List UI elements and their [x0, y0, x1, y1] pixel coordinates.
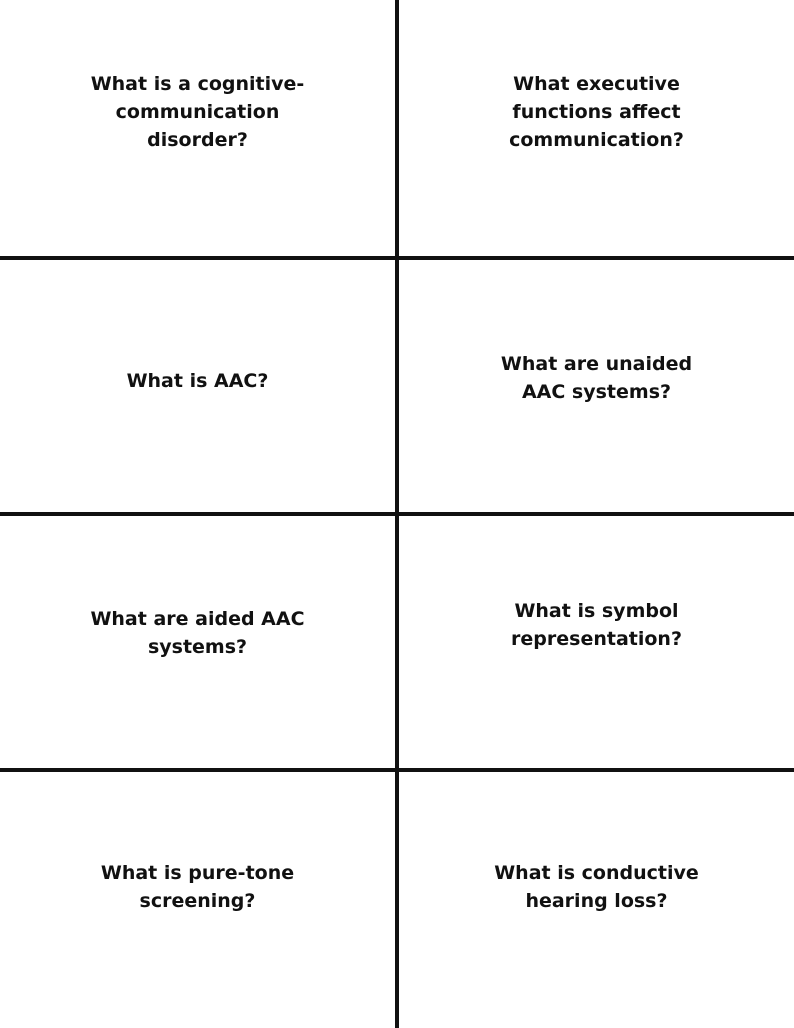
flashcard-question: What executive functions affect communication?	[509, 73, 684, 151]
flashcard-6	[399, 516, 794, 768]
flashcard-5	[0, 516, 395, 768]
horizontal-cut-line	[0, 512, 794, 516]
horizontal-cut-line	[0, 256, 794, 260]
flashcard-4	[399, 260, 794, 512]
flashcard-question: What is a cognitive- communication disorder?	[90, 73, 305, 151]
flashcard-question: What are unaided AAC systems?	[500, 353, 693, 403]
flashcard-question: What are aided AAC systems?	[90, 608, 305, 658]
flashcard-question: What is pure-tone screening?	[100, 862, 295, 912]
flashcard-question: What is conductive hearing loss?	[494, 862, 699, 912]
flashcard-question: What is symbol representation?	[511, 600, 682, 650]
horizontal-cut-line	[0, 768, 794, 772]
flashcard-3	[0, 260, 395, 512]
flashcard-question: What is AAC?	[126, 370, 269, 392]
flashcard-2	[399, 0, 794, 256]
flashcard-7	[0, 772, 395, 1028]
flashcard-8	[399, 772, 794, 1028]
flashcard-1	[0, 0, 395, 256]
